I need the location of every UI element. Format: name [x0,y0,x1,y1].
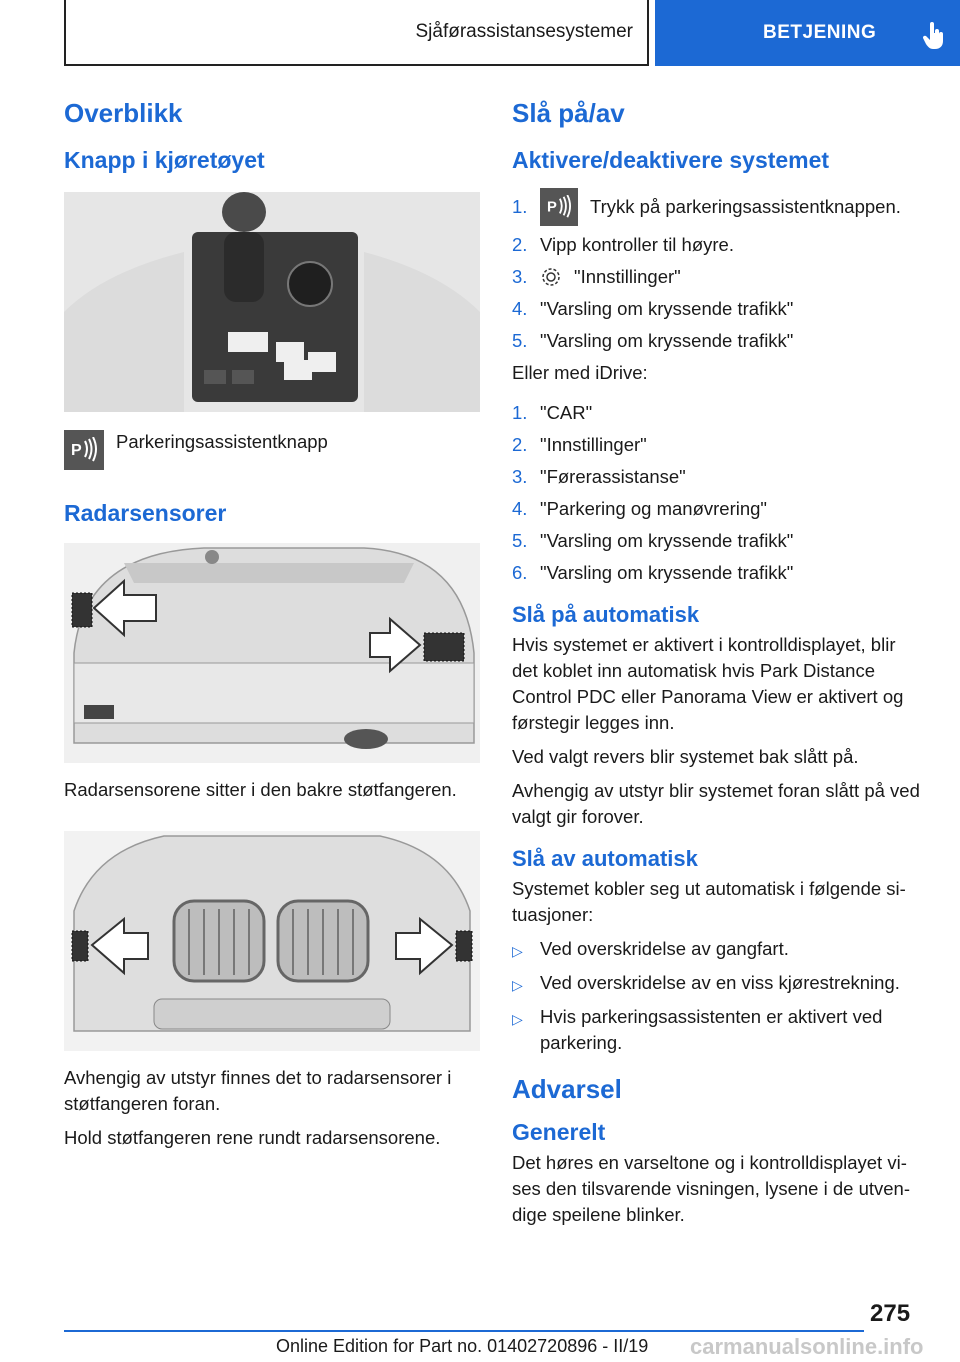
heading-general: Generelt [512,1119,606,1145]
gear-icon [540,266,562,288]
auto-on-paragraph-2: Ved valgt revers blir systemet bak slått på. [512,746,859,767]
list-item: 1. P Trykk på parkeringsassistentknappen. [512,188,924,226]
list-item: 3. "Innstillinger" [512,266,681,287]
console-photo [64,192,480,412]
radar-front-text: Avhengig av utstyr finnes det to radarsensorer i støtfangeren foran. [64,1067,452,1114]
footer-edition: Online Edition for Part no. 01402720896 - II/19 [276,1336,649,1356]
list-item: ▷ Ved overskridelse av en viss kjørestrekning. [512,970,924,998]
heading-warning: Advarsel [512,1074,622,1104]
svg-text:P: P [547,199,557,216]
parking-assistant-icon [540,188,578,226]
auto-off-paragraph: Systemet kobler seg ut automatisk i følgende si-tuasjoner: [512,878,906,925]
auto-on-paragraph-1: Hvis systemet er aktivert i kontrolldisplayet, blir det koblet inn automatisk hvis Park Distance Control PDC eller Panorama View er aktivert og førstegir legges inn. [512,634,904,733]
heading-button: Knapp i kjøretøyet [64,147,265,173]
list-item: 2. "Innstillinger" [512,434,647,455]
list-item: 6. "Varsling om kryssende trafikk" [512,562,794,583]
button-caption: Parkeringsassistentknapp [116,431,328,452]
list-item: 4. "Parkering og manøvrering" [512,498,768,519]
activate-steps [512,188,924,354]
front-bumper-photo [64,831,480,1051]
heading-auto-off: Slå av automatisk [512,846,698,871]
heading-radar: Radarsensorer [64,500,227,526]
list-item: ▷ Hvis parkeringsassistenten er aktivert ved parkering. [512,1004,924,1056]
idrive-steps [512,400,924,586]
list-item: 4. "Varsling om kryssende trafikk" [512,298,794,319]
bullet-triangle-icon: ▷ [512,977,523,993]
list-item: 5. "Varsling om kryssende trafikk" [512,530,794,551]
auto-on-paragraph-3: Avhengig av utstyr blir systemet foran slått på ved valgt gir forover. [512,780,920,827]
footer-divider [64,1330,864,1332]
hand-pointer-icon [923,22,945,50]
keep-clean-text: Hold støtfangeren rene rundt radarsensorene. [64,1127,441,1148]
radar-rear-text: Radarsensorene sitter i den bakre støtfangeren. [64,779,457,800]
header-chapter-title: BETJENING [763,22,877,43]
heading-onoff: Slå på/av [512,98,625,128]
svg-text:P: P [71,442,82,459]
rear-bumper-illustration [64,543,480,763]
or-idrive-text: Eller med iDrive: [512,362,648,383]
list-item: 5. "Varsling om kryssende trafikk" [512,330,794,351]
rear-bumper-photo [64,543,480,763]
front-bumper-illustration [64,831,480,1051]
page-number: 275 [870,1300,911,1327]
bullet-triangle-icon: ▷ [512,943,523,959]
button-caption-row [64,430,480,470]
left-column [64,98,480,1159]
heading-overview: Overblikk [64,98,183,128]
watermark: carmanualsonline.info [690,1334,924,1359]
list-item: 3. "Førerassistanse" [512,466,686,487]
header-chapter-box[interactable] [655,0,960,66]
general-paragraph: Det høres en varseltone og i kontrolldisplayet vi-ses den tilsvarende visningen, lysene i de utven-dige speilene blinker. [512,1152,910,1225]
right-column [512,98,924,1236]
auto-off-bullets [512,936,924,1056]
header-section-box [64,0,649,66]
parking-assistant-icon [64,430,104,470]
console-illustration [64,192,480,412]
list-item: ▷ Ved overskridelse av gangfart. [512,936,924,964]
bullet-triangle-icon: ▷ [512,1011,523,1027]
heading-auto-on: Slå på automatisk [512,602,700,627]
list-item: 2. Vipp kontroller til høyre. [512,234,734,255]
heading-activate: Aktivere/deaktivere systemet [512,147,830,173]
list-item: 1. "CAR" [512,402,593,423]
header-section-title: Sjåførassistansesystemer [415,21,633,42]
